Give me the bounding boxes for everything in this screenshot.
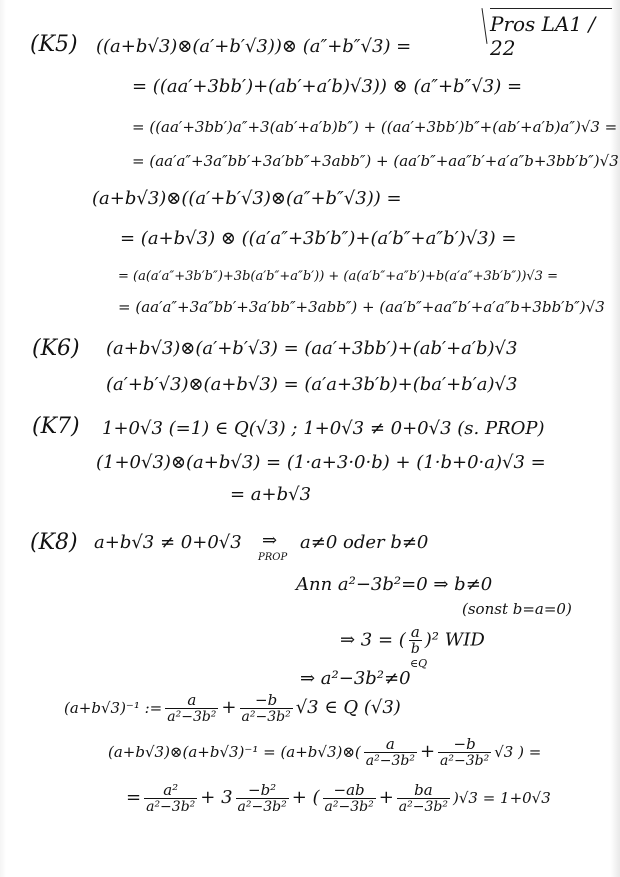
- k8-prod-frac-2-den: a²−3b²: [440, 752, 490, 769]
- k8-a-over-b-num: a: [410, 623, 420, 641]
- k6-label: (K6): [32, 336, 80, 361]
- k8-prod-frac-2-num: −b: [453, 734, 476, 753]
- k8-inverse-lhs: (a+b√3)⁻¹ :=: [64, 699, 163, 717]
- k8-prod-plus: +: [419, 741, 436, 762]
- k8-prod-frac-2: [438, 736, 491, 769]
- k5-line-4: = (aa′a″+3a″bb′+3a′bb″+3abb″) + (aa′b″+aa″b′+a′a″b+3bb′b″)√3: [132, 152, 619, 170]
- k5-line-1: ((a+b√3)⊗(a′+b′√3))⊗ (a″+b″√3) =: [96, 36, 412, 57]
- k8-inv-frac-2: [240, 692, 293, 725]
- k8-prod-frac-1-num: a: [385, 734, 395, 753]
- k6-line-1: (a+b√3)⊗(a′+b′√3) = (aa′+3bb′)+(ab′+a′b)√3: [106, 338, 518, 359]
- k8-line-1: a+b√3 ≠ 0+0√3: [94, 532, 242, 553]
- k8-line-4-end: )² WID: [424, 629, 485, 651]
- k5-line-5: (a+b√3)⊗((a′+b′√3)⊗(a″+b″√3)) =: [92, 188, 402, 209]
- k7-line-1: 1+0√3 (=1) ∈ Q(√3) ; 1+0√3 ≠ 0+0√3 (s. PROP): [102, 418, 545, 439]
- k8-prop-note: PROP: [258, 552, 288, 563]
- k8-line-4: [340, 624, 485, 657]
- k8-inv-frac-1: [165, 692, 218, 725]
- k8-fin-frac-1: [144, 782, 197, 815]
- header-tag: Pros LA1 / 22: [490, 12, 596, 60]
- k8-inv-frac-2-den: a²−3b²: [241, 708, 291, 725]
- k8-inv-frac-2-num: −b: [255, 690, 278, 709]
- k8-fin-frac-3-num: −ab: [333, 780, 365, 799]
- k8-a-over-b-den: b: [410, 641, 420, 657]
- k5-line-6: = (a+b√3) ⊗ ((a′a″+3b′b″)+(a′b″+a″b′)√3) =: [120, 228, 517, 249]
- k8-implies-arrow: ⇒: [262, 530, 278, 551]
- k8-label: (K8): [30, 530, 78, 555]
- k8-fin-frac-4-den: a²−3b²: [398, 798, 448, 815]
- k8-line-1b: a≠0 oder b≠0: [300, 532, 429, 553]
- k8-fin-frac-2: [236, 782, 289, 815]
- k8-fin-frac-2-num: −b²: [248, 780, 277, 799]
- k8-final-rhs: )√3 = 1+0√3: [452, 789, 551, 807]
- k8-final-line: [126, 778, 551, 818]
- k8-line-4-start: ⇒ 3 = (: [340, 629, 406, 651]
- k8-line-3: (sonst b=a=0): [462, 600, 572, 618]
- k8-fin-frac-1-num: a²: [163, 780, 179, 799]
- k8-product-rhs: √3 ) =: [494, 743, 542, 761]
- k8-fin-frac-4: [397, 782, 450, 815]
- k8-fin-open: + (: [291, 787, 320, 808]
- k8-inv-frac-1-num: a: [187, 690, 197, 709]
- k8-line-2: Ann a²−3b²=0 ⇒ b≠0: [296, 574, 493, 595]
- k5-line-8: = (aa′a″+3a″bb′+3a′bb″+3abb″) + (aa′b″+aa″b′+a′a″b+3bb′b″)√3: [118, 298, 605, 316]
- header-rule-left: [481, 8, 487, 44]
- k8-in-q-note: ∈Q: [410, 657, 428, 670]
- k7-label: (K7): [32, 414, 80, 439]
- k8-final-eq: =: [126, 787, 142, 808]
- k8-line-5: ⇒ a²−3b²≠0: [300, 668, 411, 689]
- k5-line-7: = (a(a′a″+3b′b″)+3b(a′b″+a″b′)) + (a(a′b″+a″b′)+b(a′a″+3b′b″))√3 =: [118, 269, 558, 284]
- header-box: [480, 8, 612, 60]
- k8-prod-frac-1-den: a²−3b²: [365, 752, 415, 769]
- k8-fin-frac-2-den: a²−3b²: [237, 798, 287, 815]
- k8-product-lhs: (a+b√3)⊗(a+b√3)⁻¹ = (a+b√3)⊗(: [108, 743, 361, 761]
- k8-product-line: [108, 732, 541, 772]
- header-rule: [490, 8, 612, 9]
- k8-inv-frac-1-den: a²−3b²: [167, 708, 217, 725]
- k8-fin-three: + 3: [200, 787, 233, 808]
- k8-inverse-rhs: √3 ∈ Q (√3): [295, 697, 401, 718]
- k8-fin-plus: +: [378, 787, 394, 808]
- k7-line-3: = a+b√3: [230, 484, 312, 505]
- k8-fin-frac-4-num: ba: [414, 780, 433, 799]
- k6-line-2: (a′+b′√3)⊗(a+b√3) = (a′a+3b′b)+(ba′+b′a)√3: [106, 374, 518, 395]
- k8-fin-frac-3: [323, 782, 376, 815]
- k8-prod-frac-1: [364, 736, 417, 769]
- k5-line-3: = ((aa′+3bb′)a″+3(ab′+a′b)b″) + ((aa′+3bb′)b″+(ab′+a′b)a″)√3 =: [132, 118, 618, 136]
- k8-inv-plus: +: [221, 697, 237, 718]
- k5-label: (K5): [30, 32, 78, 57]
- k8-fin-frac-3-den: a²−3b²: [324, 798, 374, 815]
- k7-line-2: (1+0√3)⊗(a+b√3) = (1·a+3·0·b) + (1·b+0·a)√3 =: [96, 452, 546, 473]
- k8-a-over-b: [409, 624, 422, 657]
- k8-inverse-def: [64, 688, 401, 728]
- k8-fin-frac-1-den: a²−3b²: [146, 798, 196, 815]
- k5-line-2: = ((aa′+3bb′)+(ab′+a′b)√3)) ⊗ (a″+b″√3) =: [132, 76, 523, 97]
